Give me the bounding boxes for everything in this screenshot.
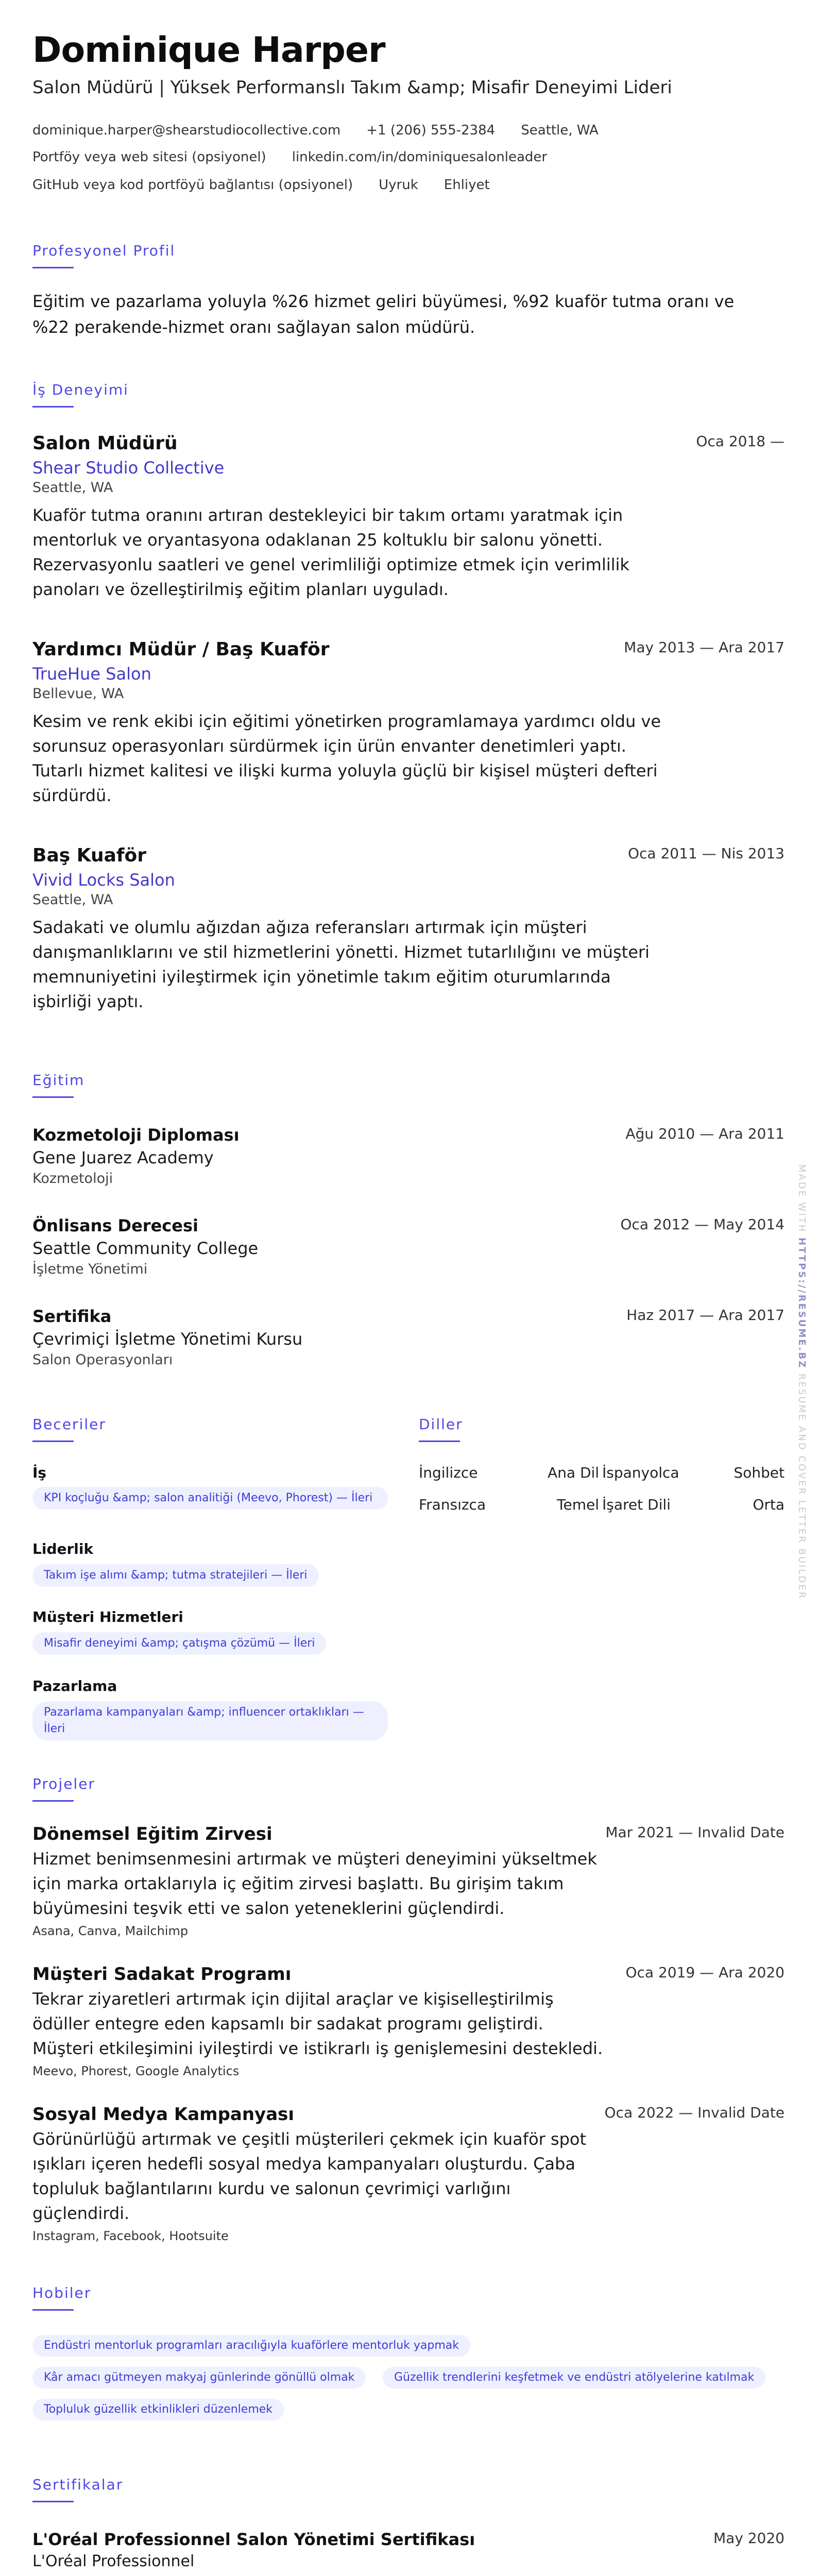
field-of-study: Salon Operasyonları [32,1352,173,1368]
project-tools: Asana, Canva, Mailchimp [32,1924,189,1938]
section-rule [32,267,74,268]
section-heading-hobbies: Hobiler [32,2284,92,2301]
section-heading-certificates: Sertifikalar [32,2476,124,2493]
license-text: Ehliyet [444,177,490,193]
section-heading-skills: Beceriler [32,1416,106,1433]
hobby-pill: Kâr amacı gütmeyen makyaj günlerinde gönüllü olmak [32,2367,366,2388]
job-location: Seattle, WA [32,892,113,908]
watermark-suffix: RESUME AND COVER LETTER BUILDER [796,1374,807,1600]
education-date: Haz 2017 — Ara 2017 [626,1307,785,1324]
job-title: Yardımcı Müdür / Baş Kuaför [32,639,330,660]
contact-row-2 [32,149,547,165]
experience-entry [32,639,785,808]
candidate-title: Salon Müdürü | Yüksek Performanslı Takım &amp; Misafir Deneyimi Lideri [32,77,672,98]
section-heading-languages: Diller [419,1416,463,1433]
project-entry [32,1964,785,2078]
project-title: Sosyal Medya Kampanyası [32,2104,295,2125]
project-date: Oca 2019 — Ara 2020 [625,1964,785,1981]
project-date: Mar 2021 — Invalid Date [605,1824,785,1841]
linkedin-link[interactable]: linkedin.com/in/dominiquesalonleader [292,149,548,165]
job-description: Sadakati ve olumlu ağızdan ağıza referansları artırmak için müşteri danışmanlıklarını ve stil hizmetlerini yönetti. Hizmet tutarlılığını ve müşteri memnuniyetini iyileştirmek için yönetimle takım eğitim oturumlarında işbirliği yaptı. [32,918,650,1011]
skill-pill: Pazarlama kampanyaları &amp; influencer ortaklıkları — İleri [32,1701,388,1740]
github-link[interactable]: GitHub veya kod portföyü bağlantısı (opsiyonel) [32,177,353,193]
degree-title: Sertifika [32,1307,112,1326]
project-tools: Meevo, Phorest, Google Analytics [32,2064,240,2078]
website-link[interactable]: Portföy veya web sitesi (opsiyonel) [32,149,266,165]
certificate-issuer: L'Oréal Professionnel [32,2552,195,2570]
hobby-pill: Endüstri mentorluk programları aracılığıyla kuaförlere mentorluk yapmak [32,2335,470,2357]
language-name: Fransızca [419,1496,486,1513]
degree-title: Önlisans Derecesi [32,1216,198,1235]
education-date: Ağu 2010 — Ara 2011 [625,1125,785,1142]
education-entry [32,1125,785,1187]
language-name: İngilizce [419,1464,478,1481]
watermark-link[interactable]: HTTPS://RESUME.BZ [796,1238,807,1369]
skill-category: Müşteri Hizmetleri [32,1608,183,1625]
section-rule [419,1440,460,1442]
field-of-study: İşletme Yönetimi [32,1261,148,1277]
job-description: Kuaför tutma oranını artıran destekleyici bir takım ortamı yaratmak için mentorluk ve oryantasyona odaklanan 25 koltuklu bir salonu yönetti. Rezervasyonlu saatleri ve genel verimliliği optimize etmek için verimlilik panoları ve özelleştirilmiş eğitim planları uyguladı. [32,505,629,599]
hobby-pill: Topluluk güzellik etkinlikleri düzenlemek [32,2399,284,2420]
education-date: Oca 2012 — May 2014 [620,1216,785,1233]
language-level: Orta [753,1496,785,1513]
job-location: Bellevue, WA [32,686,124,702]
experience-entry [32,433,785,602]
section-heading-experience: İş Deneyimi [32,381,129,398]
section-heading-education: Eğitim [32,1072,85,1089]
skill-pill: Misafir deneyimi &amp; çatışma çözümü — İleri [32,1632,326,1655]
employer-link[interactable]: Shear Studio Collective [32,458,225,478]
education-entry [32,1307,785,1368]
institution-name: Gene Juarez Academy [32,1148,214,1167]
project-entry [32,1824,785,1938]
project-title: Müşteri Sadakat Programı [32,1964,292,1985]
section-rule [32,1096,74,1098]
education-entry [32,1216,785,1277]
institution-name: Çevrimiçi İşletme Yönetimi Kursu [32,1329,303,1349]
location-text: Seattle, WA [521,123,599,138]
certificate-title: L'Oréal Professionnel Salon Yönetimi Sertifikası [32,2530,475,2549]
certificate-entry [32,2530,785,2570]
section-rule [32,406,74,408]
project-description: Hizmet benimsenmesini artırmak ve müşteri deneyimini yükseltmek için marka ortaklarıyla iç eğitim zirvesi başlattı. Bu girişim takım büyümesini teşvik etti ve salon yeteneklerini güçlendirdi. [32,1849,597,1918]
contact-row-3 [32,177,490,193]
certificate-date: May 2020 [713,2530,785,2547]
section-heading-profile: Profesyonel Profil [32,242,176,259]
email-link[interactable]: dominique.harper@shearstudiocollective.com [32,123,341,138]
language-level: Ana Dil [548,1464,600,1481]
employer-link[interactable]: TrueHue Salon [32,664,151,684]
language-name: İşaret Dili [602,1496,671,1513]
section-heading-projects: Projeler [32,1775,95,1792]
language-level: Sohbet [734,1464,785,1481]
section-rule [32,2501,74,2502]
experience-entry [32,845,785,1014]
job-description: Kesim ve renk ekibi için eğitimi yönetirken programlamaya yardımcı oldu ve sorunsuz operasyonları sürdürmek için ürün envanter denetimleri yaptı. Tutarlı hizmet kalitesi ve ilişki kurma yoluyla güçlü bir kişisel müşteri defteri sürdürdü. [32,711,661,805]
job-title: Salon Müdürü [32,433,178,454]
watermark-prefix: MADE WITH [796,1164,807,1233]
project-date: Oca 2022 — Invalid Date [604,2104,785,2121]
employer-link[interactable]: Vivid Locks Salon [32,870,175,890]
nationality-text: Uyruk [379,177,418,193]
job-location: Seattle, WA [32,480,113,496]
section-rule [32,2309,74,2311]
project-description: Tekrar ziyaretleri artırmak için dijital araçlar ve kişiselleştirilmiş ödüller entegre eden kapsamlı bir sadakat programı geliştirdi. Müşteri etkileşimini iyileştirdi ve istikrarlı iş genişlemesini destekledi. [32,1989,603,2058]
skill-pill: KPI koçluğu &amp; salon analitiği (Meevo, Phorest) — İleri [32,1487,388,1510]
field-of-study: Kozmetoloji [32,1171,113,1187]
institution-name: Seattle Community College [32,1239,259,1258]
skill-category: Pazarlama [32,1677,117,1694]
project-description: Görünürlüğü artırmak ve çeşitli müşterileri çekmek için kuaför spot ışıkları içeren hedefli sosyal medya kampanyaları oluşturdu. Çaba topluluk bağlantılarını kurdu ve salonun çevrimiçi varlığını güçlendirdi. [32,2129,587,2223]
job-title: Baş Kuaför [32,845,147,866]
candidate-name: Dominique Harper [32,30,385,71]
job-date: May 2013 — Ara 2017 [624,639,785,656]
skill-pill: Takım işe alımı &amp; tutma stratejileri — İleri [32,1564,319,1587]
project-tools: Instagram, Facebook, Hootsuite [32,2229,229,2243]
builder-watermark [796,1164,808,1600]
skill-category: İş [32,1464,47,1481]
language-level: Temel [557,1496,599,1513]
contact-row-1 [32,123,599,138]
profile-summary: Eğitim ve pazarlama yoluyla %26 hizmet geliri büyümesi, %92 kuaför tutma oranı ve %22 perakende-hizmet oranı sağlayan salon müdürü. [32,292,735,337]
language-name: İspanyolca [602,1464,679,1481]
watermark-text [796,1164,807,1600]
hobby-pill: Güzellik trendlerini keşfetmek ve endüstri atölyelerine katılmak [383,2367,765,2388]
job-date: Oca 2011 — Nis 2013 [627,845,785,862]
section-rule [32,1440,74,1442]
skill-category: Liderlik [32,1540,94,1557]
project-title: Dönemsel Eğitim Zirvesi [32,1824,272,1844]
phone-link[interactable]: +1 (206) 555-2384 [366,123,496,138]
degree-title: Kozmetoloji Diploması [32,1125,240,1145]
project-entry [32,2104,785,2243]
job-date: Oca 2018 — [696,433,785,450]
section-rule [32,1800,74,1802]
